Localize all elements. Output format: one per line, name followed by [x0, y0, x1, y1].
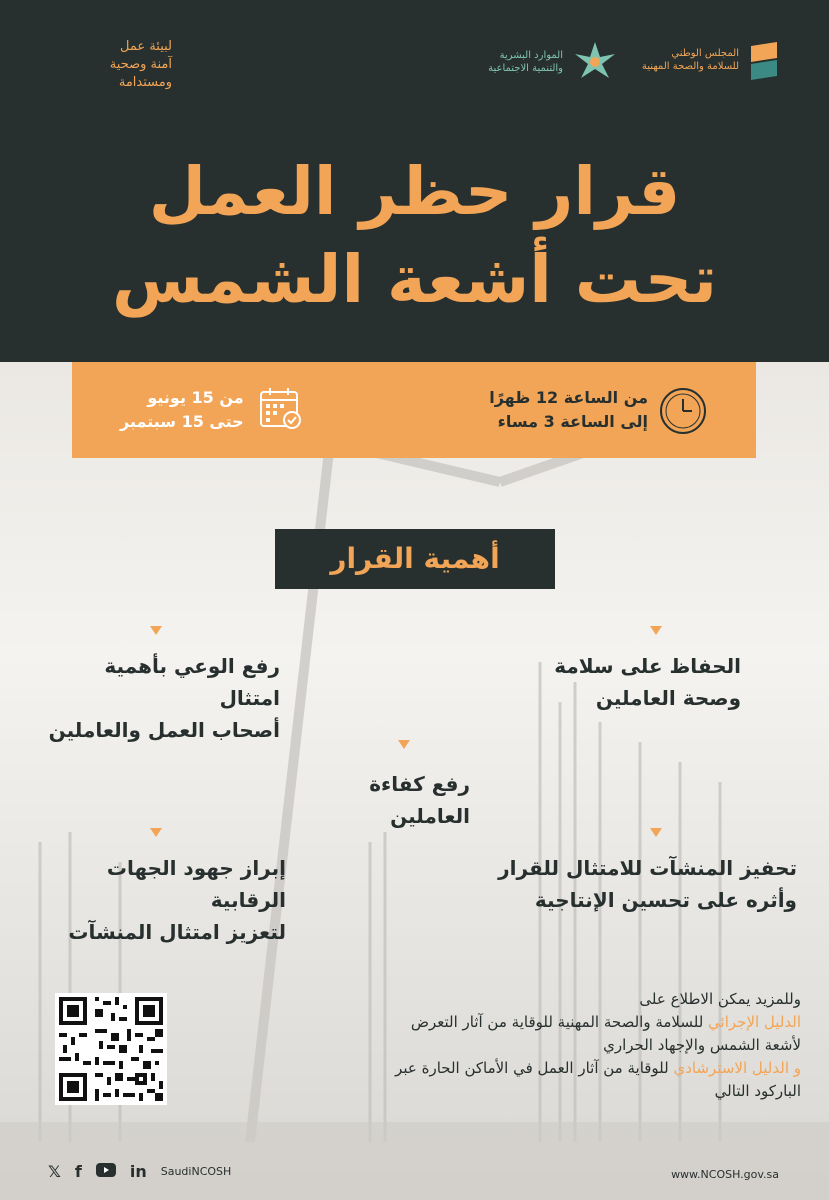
orange-arrow-icon [650, 828, 662, 837]
linkedin-icon[interactable]: in [129, 1162, 147, 1181]
orange-arrow-icon [650, 626, 662, 635]
more-info-text: وللمزيد يمكن الاطلاع على الدليل الإجرائي للسلامة والصحة المهنية للوقاية من آثار التعرض لأشعة الشمس والإجهاد الحراري و الدليل الاسترشادي للوقاية من آثار العمل في الأماكن الحارة عبر الباركود التالي [395, 990, 801, 1100]
facebook-icon[interactable]: f [74, 1162, 82, 1181]
schedule-band [72, 362, 756, 458]
importance-heading: أهمية القرار [275, 529, 555, 589]
importance-point-5: إبراز جهود الجهات الرقابية لتعزيز امتثال المنشآت [68, 856, 286, 944]
social-links [48, 1162, 231, 1181]
importance-point-1: الحفاظ على سلامة وصحة العاملين [554, 654, 741, 710]
time-range: من الساعة 12 ظهرًا إلى الساعة 3 مساء [489, 388, 648, 431]
procedural-guide-link[interactable]: الدليل الإجرائي [708, 1013, 801, 1031]
clock-icon [658, 386, 708, 436]
orange-arrow-icon [150, 828, 162, 837]
hr-ministry-logo: الموارد البشرية والتنمية الاجتماعية [488, 40, 619, 84]
footer [0, 1150, 829, 1200]
calendar-icon [258, 386, 304, 432]
importance-point-4: تحفيز المنشآت للامتثال للقرار وأثره على تحسين الإنتاجية [498, 856, 797, 912]
qr-code-icon [55, 993, 167, 1105]
ncosh-emblem-icon [747, 40, 781, 80]
hr-ministry-star-icon [571, 40, 619, 84]
header [0, 0, 829, 362]
social-handle: SaudiNCOSH [160, 1165, 232, 1178]
qr-code[interactable] [55, 993, 167, 1105]
page-title: قرار حظر العمل تحت أشعة الشمس [111, 153, 718, 318]
tagline: لبيئة عمل آمنة وصحية ومستدامة [109, 39, 172, 90]
date-range: من 15 يونيو حتى 15 سبتمبر [120, 388, 244, 431]
orange-arrow-icon [150, 626, 162, 635]
ncosh-logo: المجلس الوطني للسلامة والصحة المهنية [642, 40, 781, 80]
importance-point-2: رفع الوعي بأهمية امتثال أصحاب العمل والعاملين [48, 654, 280, 742]
x-twitter-icon[interactable]: 𝕏 [48, 1162, 61, 1181]
advisory-guide-link[interactable]: و الدليل الاسترشادي [673, 1059, 801, 1077]
orange-arrow-icon [398, 740, 410, 749]
youtube-icon[interactable] [96, 1162, 116, 1181]
importance-point-3: رفع كفاءة العاملين [369, 772, 470, 828]
website-link[interactable]: www.NCOSH.gov.sa [671, 1168, 779, 1181]
